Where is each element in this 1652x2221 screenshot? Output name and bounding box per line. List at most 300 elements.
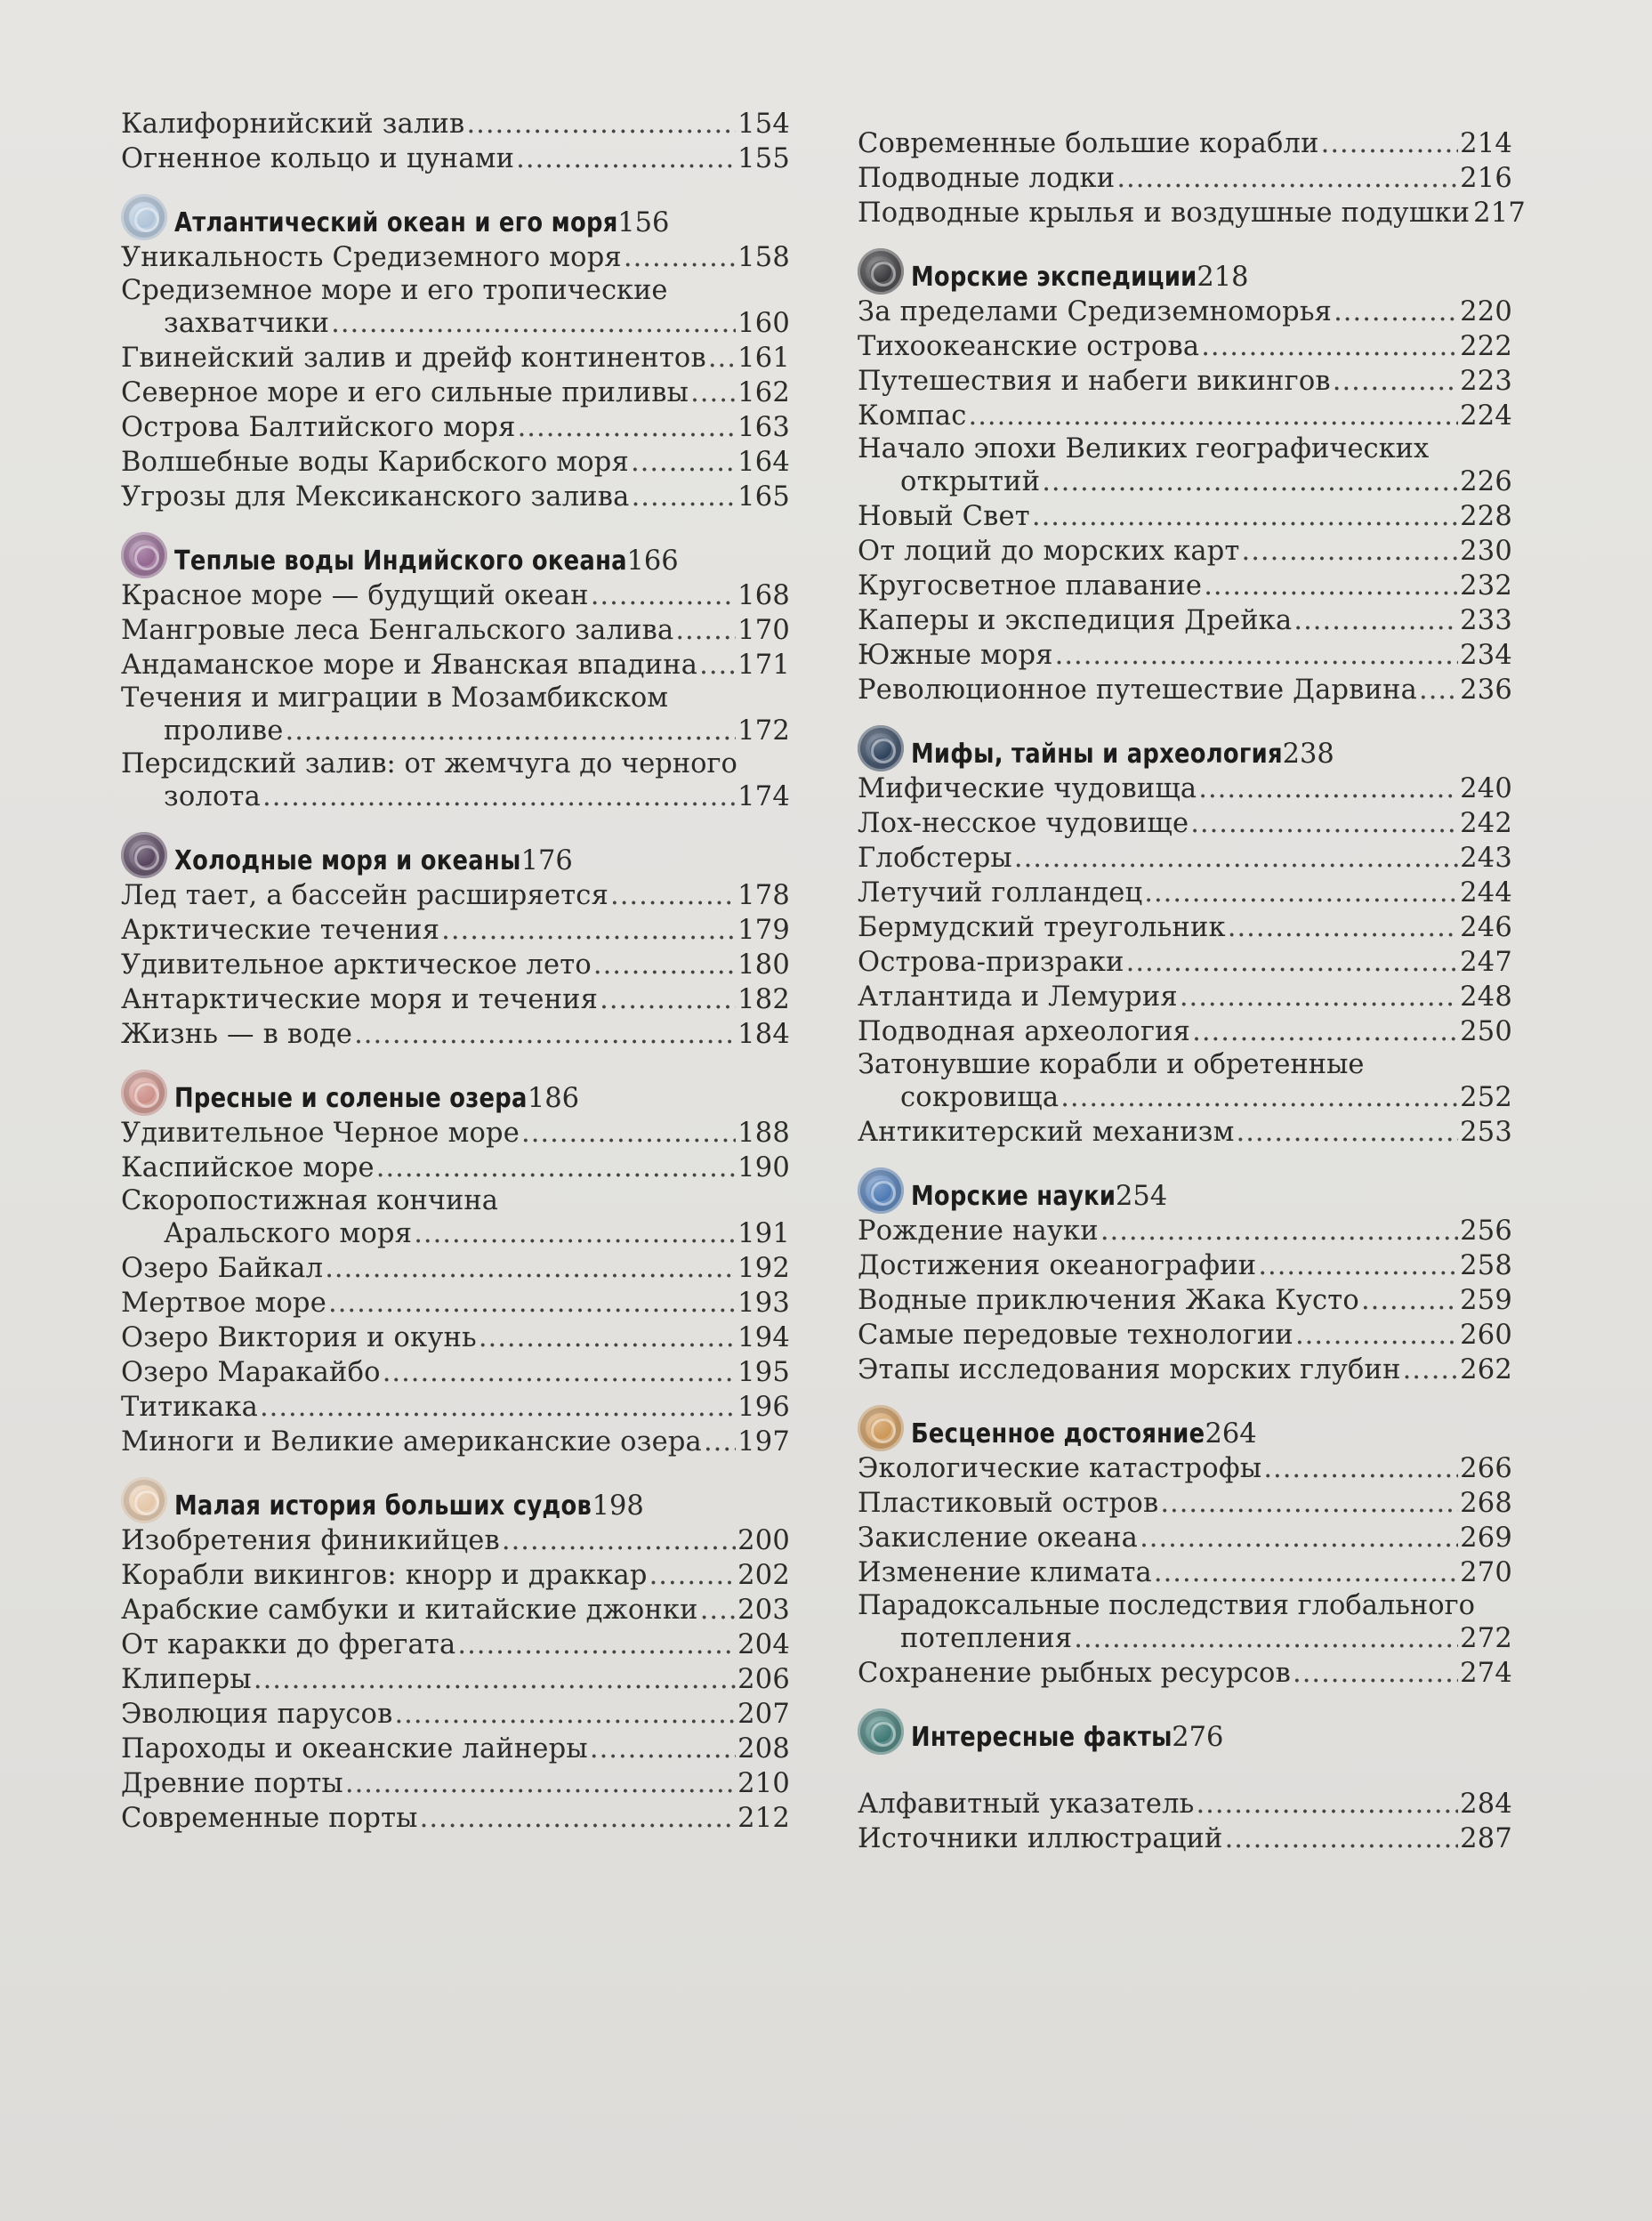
entry-title: Алфавитный указатель (858, 1789, 1195, 1820)
entry-title: Удивительное арктическое лето (121, 949, 592, 981)
entry-title: Глобстеры (858, 843, 1012, 874)
toc-entry[interactable] (121, 1355, 790, 1390)
toc-entry[interactable] (121, 341, 790, 376)
entry-title: Источники иллюстраций (858, 1823, 1223, 1854)
toc-entry[interactable] (858, 1248, 1512, 1283)
dot-leader (1228, 910, 1458, 945)
page-number: 203 (737, 1595, 790, 1626)
toc-entry[interactable] (121, 1593, 790, 1627)
dot-leader (1160, 1486, 1458, 1521)
dot-leader (591, 578, 736, 613)
toc-entry[interactable] (858, 295, 1512, 329)
page-number: 160 (737, 308, 790, 339)
page-number: 192 (737, 1253, 790, 1284)
section-title: Атлантический океан и его моря (174, 207, 618, 238)
rosette-icon-black (858, 248, 904, 295)
entry-title-line1: Течения и миграции в Мозамбикском (121, 682, 668, 714)
toc-entry-multiline[interactable] (121, 275, 790, 341)
entry-title: Современные порты (121, 1803, 418, 1834)
dot-leader (1154, 1555, 1458, 1590)
page-number: 253 (1460, 1117, 1512, 1148)
page-number: 254 (1115, 1181, 1168, 1212)
page-number: 272 (1460, 1623, 1512, 1654)
section-heading-row (174, 844, 790, 878)
dot-leader (1196, 1787, 1458, 1821)
page-number: 200 (737, 1525, 790, 1556)
dot-leader (1014, 841, 1458, 876)
rosette-icon-navy (858, 725, 904, 771)
page-number: 176 (520, 845, 573, 876)
toc-entry-multiline[interactable] (121, 748, 790, 814)
page-number: 208 (737, 1733, 790, 1765)
entry-title: Бермудский треугольник (858, 912, 1226, 943)
dot-leader (590, 1732, 736, 1766)
page-number: 269 (1460, 1522, 1512, 1554)
page-number: 262 (1460, 1354, 1512, 1385)
dot-leader (1060, 1080, 1458, 1115)
section-heading[interactable] (121, 1472, 790, 1523)
toc-entry[interactable] (858, 499, 1512, 534)
dot-leader (1293, 603, 1458, 638)
rosette-icon-blue (858, 1167, 904, 1214)
entry-title: Южные моря (858, 640, 1053, 671)
toc-entry[interactable] (858, 945, 1512, 980)
dot-leader (1055, 638, 1459, 673)
page-number: 224 (1460, 400, 1512, 432)
entry-title: Миноги и Великие американские озера (121, 1426, 702, 1458)
page-number: 222 (1460, 331, 1512, 362)
section-heading-row (911, 1417, 1512, 1451)
entry-title: Титикака (121, 1392, 258, 1423)
toc-entry[interactable] (121, 1251, 790, 1286)
page-number: 268 (1460, 1488, 1512, 1519)
section-title: Теплые воды Индийского океана (174, 545, 627, 577)
dot-leader (1201, 329, 1458, 364)
page-number: 195 (737, 1357, 790, 1388)
section-heading[interactable] (858, 1162, 1512, 1214)
toc-entry[interactable] (858, 126, 1512, 161)
toc-entry[interactable] (121, 1425, 790, 1459)
dot-leader (649, 1558, 737, 1593)
toc-entry[interactable] (121, 1390, 790, 1425)
entry-title: Мангровые леса Бенгальского залива (121, 615, 674, 646)
toc-entry[interactable] (858, 464, 1512, 499)
toc-entry[interactable] (121, 648, 790, 682)
dot-leader (394, 1697, 736, 1732)
page-number: 188 (737, 1118, 790, 1149)
toc-entry-multiline[interactable] (858, 1590, 1512, 1656)
entry-title: Достижения океанографии (858, 1250, 1257, 1281)
page-number: 194 (737, 1322, 790, 1353)
dot-leader (1192, 1014, 1458, 1049)
entry-title: Тихоокеанские острова (858, 331, 1200, 362)
section-title: Мифы, тайны и археология (911, 739, 1283, 770)
entry-title: Уникальность Средиземного моря (121, 242, 622, 273)
page-number: 216 (1460, 163, 1512, 194)
page-number: 170 (737, 615, 790, 646)
section-heading-row (911, 737, 1512, 771)
section-heading[interactable] (858, 243, 1512, 295)
entry-title: Путешествия и набеги викингов (858, 366, 1331, 397)
dot-leader (1180, 980, 1458, 1014)
toc-entry[interactable] (858, 1787, 1512, 1821)
dot-leader (325, 1251, 736, 1286)
entry-title-line1: Средиземное море и его тропические (121, 275, 668, 306)
page-number: 238 (1282, 739, 1334, 770)
section-heading-row (911, 260, 1512, 295)
toc-entry[interactable] (121, 613, 790, 648)
page-number: 228 (1460, 501, 1512, 532)
section-heading[interactable] (858, 720, 1512, 771)
entry-title-line1: Персидский залив: от жемчуга до черного (121, 748, 737, 779)
page-number: 247 (1460, 947, 1512, 978)
toc-entry[interactable] (121, 1627, 790, 1662)
toc-entry[interactable] (858, 1521, 1512, 1555)
page-number: 220 (1460, 296, 1512, 327)
toc-entry[interactable] (121, 1151, 790, 1185)
page-number: 212 (737, 1803, 790, 1834)
section-heading[interactable] (121, 1064, 790, 1116)
entry-title: Закисление океана (858, 1522, 1139, 1554)
page-number: 252 (1460, 1082, 1512, 1113)
entry-title: Компас (858, 400, 967, 432)
dot-leader (1295, 1318, 1458, 1353)
entry-title: Пластиковый остров (858, 1488, 1159, 1519)
dot-leader (345, 1766, 736, 1801)
rosette-icon-teal (858, 1708, 904, 1755)
toc-entry[interactable] (121, 1662, 790, 1697)
entry-title: открытий (900, 466, 1041, 497)
entry-title: Северное море и его сильные приливы (121, 377, 689, 408)
toc-entry[interactable] (121, 1558, 790, 1593)
page-number: 223 (1460, 366, 1512, 397)
entry-title: Арктические течения (121, 915, 440, 946)
toc-entry[interactable] (858, 364, 1512, 399)
dot-leader (1419, 673, 1458, 707)
toc-entry[interactable] (858, 196, 1526, 230)
page-number: 204 (737, 1629, 790, 1660)
toc-entry-multiline[interactable] (121, 682, 790, 748)
toc-entry[interactable] (121, 1697, 790, 1732)
toc-entry[interactable] (858, 980, 1512, 1014)
dot-leader (1237, 1115, 1459, 1150)
dot-leader (1293, 1656, 1458, 1691)
page-number: 184 (737, 1019, 790, 1050)
page-number: 244 (1460, 877, 1512, 909)
toc-entry[interactable] (121, 779, 790, 814)
section-title: Пресные и соленые озера (174, 1083, 528, 1114)
dot-leader (632, 480, 737, 514)
dot-leader (354, 1017, 736, 1052)
page-number: 270 (1460, 1557, 1512, 1588)
page-number: 236 (1460, 674, 1512, 706)
toc-entry[interactable] (858, 638, 1512, 673)
page-number: 246 (1460, 912, 1512, 943)
dot-leader (262, 779, 736, 814)
entry-title: Гвинейский залив и дрейф континентов (121, 343, 706, 374)
toc-entry[interactable] (858, 399, 1512, 433)
entry-title: Самые передовые технологии (858, 1320, 1293, 1351)
dot-leader (518, 410, 737, 445)
entry-title: Клиперы (121, 1664, 252, 1695)
entry-title: За пределами Средиземноморья (858, 296, 1333, 327)
contents-right-column (858, 126, 1526, 1856)
toc-entry[interactable] (121, 1216, 790, 1251)
section-title: Малая история больших судов (174, 1490, 592, 1522)
page-number: 158 (737, 242, 790, 273)
toc-entry[interactable] (121, 578, 790, 613)
toc-entry[interactable] (858, 1080, 1512, 1115)
section-heading-row (174, 544, 790, 578)
toc-entry[interactable] (858, 910, 1512, 945)
toc-entry[interactable] (858, 876, 1512, 910)
entry-title: Изменение климата (858, 1557, 1152, 1588)
rosette-icon-peach (121, 1477, 167, 1523)
page-number: 210 (737, 1768, 790, 1799)
page-number: 214 (1460, 128, 1512, 159)
entry-title: Антикитерский механизм (858, 1117, 1235, 1148)
page-number: 276 (1172, 1722, 1224, 1753)
dot-leader (1126, 945, 1459, 980)
section-title: Морские науки (911, 1181, 1116, 1212)
toc-entry[interactable] (858, 806, 1512, 841)
entry-title: Мертвое море (121, 1288, 327, 1319)
page-number: 174 (737, 781, 790, 812)
toc-entry[interactable] (121, 1523, 790, 1558)
toc-entry[interactable] (121, 445, 790, 480)
page-number: 217 (1473, 198, 1526, 229)
page-number: 164 (737, 447, 790, 478)
dot-leader (969, 399, 1459, 433)
toc-entry[interactable] (858, 1821, 1512, 1856)
dot-leader (1225, 1821, 1459, 1856)
entry-title: захватчики (164, 308, 330, 339)
section-heading[interactable] (121, 189, 790, 240)
page-number: 197 (737, 1426, 790, 1458)
toc-entry[interactable] (121, 410, 790, 445)
toc-entry[interactable] (121, 107, 790, 141)
toc-entry[interactable] (121, 306, 790, 341)
entry-title: Пароходы и океанские лайнеры (121, 1733, 588, 1765)
toc-entry[interactable] (858, 673, 1512, 707)
toc-entry[interactable] (858, 1656, 1512, 1691)
page-number: 284 (1460, 1789, 1512, 1820)
page-number: 230 (1460, 536, 1512, 567)
entry-title: Древние порты (121, 1768, 343, 1799)
entry-title: Эволюция парусов (121, 1699, 393, 1730)
entry-title: Кругосветное плавание (858, 570, 1203, 602)
toc-entry[interactable] (121, 948, 790, 982)
page-number: 196 (737, 1392, 790, 1423)
toc-entry[interactable] (121, 913, 790, 948)
dot-leader (593, 948, 736, 982)
spacer (858, 1755, 1512, 1787)
page-number: 259 (1460, 1285, 1512, 1316)
page-number: 198 (592, 1490, 644, 1522)
dot-leader (1140, 1521, 1458, 1555)
rosette-icon-pink (121, 1070, 167, 1116)
toc-entry-multiline[interactable] (121, 1185, 790, 1251)
dot-leader (502, 1523, 736, 1558)
dot-leader (479, 1320, 736, 1355)
page-number: 172 (737, 715, 790, 747)
entry-title: проливе (164, 715, 284, 747)
page-number: 162 (737, 377, 790, 408)
toc-entry[interactable] (121, 714, 790, 748)
toc-entry[interactable] (858, 569, 1512, 603)
dot-leader (516, 141, 736, 176)
toc-entry[interactable] (858, 161, 1512, 196)
dot-leader (1144, 876, 1458, 910)
toc-entry[interactable] (858, 1014, 1512, 1049)
page-number: 274 (1460, 1658, 1512, 1689)
page-number: 242 (1460, 808, 1512, 839)
entry-title: Корабли викингов: кнорр и драккар (121, 1560, 648, 1591)
section-title: Морские экспедиции (911, 262, 1197, 293)
toc-entry[interactable] (121, 1766, 790, 1801)
page-number: 206 (737, 1664, 790, 1695)
toc-entry[interactable] (121, 480, 790, 514)
page-number: 193 (737, 1288, 790, 1319)
entry-title: Революционное путешествие Дарвина (858, 674, 1418, 706)
entry-title: Рождение науки (858, 1215, 1099, 1247)
page-number: 154 (737, 109, 790, 140)
page-number: 250 (1460, 1016, 1512, 1047)
entry-title: От лоций до морских карт (858, 536, 1240, 567)
entry-title: Удивительное Черное море (121, 1118, 520, 1149)
rosette-icon-purple (121, 532, 167, 578)
rosette-icon-lightblue (121, 194, 167, 240)
toc-entry[interactable] (858, 329, 1512, 364)
toc-entry[interactable] (121, 141, 790, 176)
toc-entry-multiline[interactable] (858, 433, 1512, 499)
toc-entry[interactable] (858, 1555, 1512, 1590)
toc-entry-multiline[interactable] (858, 1049, 1512, 1115)
toc-entry[interactable] (121, 240, 790, 275)
toc-entry[interactable] (858, 1451, 1512, 1486)
dot-leader (708, 341, 736, 376)
toc-entry[interactable] (121, 376, 790, 410)
section-heading[interactable] (858, 1400, 1512, 1451)
toc-entry[interactable] (858, 1283, 1512, 1318)
dot-leader (690, 376, 736, 410)
entry-title: золота (164, 781, 261, 812)
page-number: 182 (737, 984, 790, 1015)
toc-entry[interactable] (858, 1486, 1512, 1521)
dot-leader (610, 878, 736, 913)
page-number: 156 (617, 207, 670, 238)
toc-entry[interactable] (858, 841, 1512, 876)
entry-title: Подводные крылья и воздушные подушки (858, 198, 1471, 229)
toc-entry[interactable] (858, 1214, 1512, 1248)
dot-leader (457, 1627, 736, 1662)
toc-entry[interactable] (121, 1017, 790, 1052)
dot-leader (704, 1425, 736, 1459)
entry-title: Летучий голландец (858, 877, 1143, 909)
dot-leader (1263, 1451, 1458, 1486)
section-heading[interactable] (121, 827, 790, 878)
toc-entry[interactable] (858, 771, 1512, 806)
page-number: 243 (1460, 843, 1512, 874)
toc-entry[interactable] (858, 1115, 1512, 1150)
toc-entry[interactable] (858, 1353, 1512, 1387)
entry-title: Лед тает, а бассейн расширяется (121, 880, 609, 911)
toc-entry[interactable] (858, 1621, 1512, 1656)
entry-title: сокровища (900, 1082, 1060, 1113)
page-number: 287 (1460, 1823, 1512, 1854)
page-number: 202 (737, 1560, 790, 1591)
entry-title: Изобретения финикийцев (121, 1525, 500, 1556)
dot-leader (466, 107, 736, 141)
section-title: Холодные моря и океаны (174, 845, 521, 876)
dot-leader (260, 1390, 736, 1425)
toc-entry[interactable] (121, 1116, 790, 1151)
toc-entry[interactable] (121, 878, 790, 913)
toc-entry[interactable] (121, 1732, 790, 1766)
toc-entry[interactable] (121, 1801, 790, 1836)
dot-leader (700, 1593, 736, 1627)
toc-entry[interactable] (858, 603, 1512, 638)
rosette-icon-orange (858, 1405, 904, 1451)
entry-title: Острова Балтийского моря (121, 412, 516, 443)
entry-title: Антарктические моря и течения (121, 984, 599, 1015)
toc-entry[interactable] (858, 1318, 1512, 1353)
dot-leader (624, 240, 736, 275)
toc-entry[interactable] (858, 534, 1512, 569)
dot-leader (383, 1355, 736, 1390)
toc-entry[interactable] (121, 982, 790, 1017)
page-number: 248 (1460, 981, 1512, 1013)
dot-leader (521, 1116, 736, 1151)
page-number: 180 (737, 949, 790, 981)
entry-title: Подводные лодки (858, 163, 1116, 194)
dot-leader (414, 1216, 736, 1251)
dot-leader (1198, 771, 1458, 806)
section-heading[interactable] (121, 527, 790, 578)
entry-title: Волшебные воды Карибского моря (121, 447, 629, 478)
section-heading-row (174, 1081, 790, 1116)
toc-entry[interactable] (121, 1286, 790, 1320)
page-number: 240 (1460, 773, 1512, 804)
page-number: 165 (737, 481, 790, 513)
dot-leader (1361, 1283, 1458, 1318)
page-number: 168 (737, 580, 790, 611)
entry-title-line1: Парадоксальные последствия глобального (858, 1590, 1475, 1621)
entry-title: Огненное кольцо и цунами (121, 143, 515, 174)
dot-leader (331, 306, 736, 341)
page-number: 207 (737, 1699, 790, 1730)
entry-title: От каракки до фрегата (121, 1629, 456, 1660)
dot-leader (441, 913, 736, 948)
dot-leader (1204, 569, 1458, 603)
dot-leader (631, 445, 736, 480)
entry-title: Сохранение рыбных ресурсов (858, 1658, 1291, 1689)
dot-leader (1074, 1621, 1458, 1656)
dot-leader (675, 613, 736, 648)
dot-leader (420, 1801, 737, 1836)
entry-title: Аральского моря (164, 1218, 413, 1249)
toc-entry[interactable] (121, 1320, 790, 1355)
entry-title: Подводная археология (858, 1016, 1191, 1047)
dot-leader (1334, 295, 1458, 329)
entry-title: потепления (900, 1623, 1073, 1654)
section-heading[interactable] (858, 1703, 1512, 1755)
section-heading-row (174, 1489, 790, 1523)
entry-title: Мифические чудовища (858, 773, 1197, 804)
dot-leader (286, 714, 737, 748)
entry-title: Арабские самбуки и китайские джонки (121, 1595, 698, 1626)
page-number: 233 (1460, 605, 1512, 636)
